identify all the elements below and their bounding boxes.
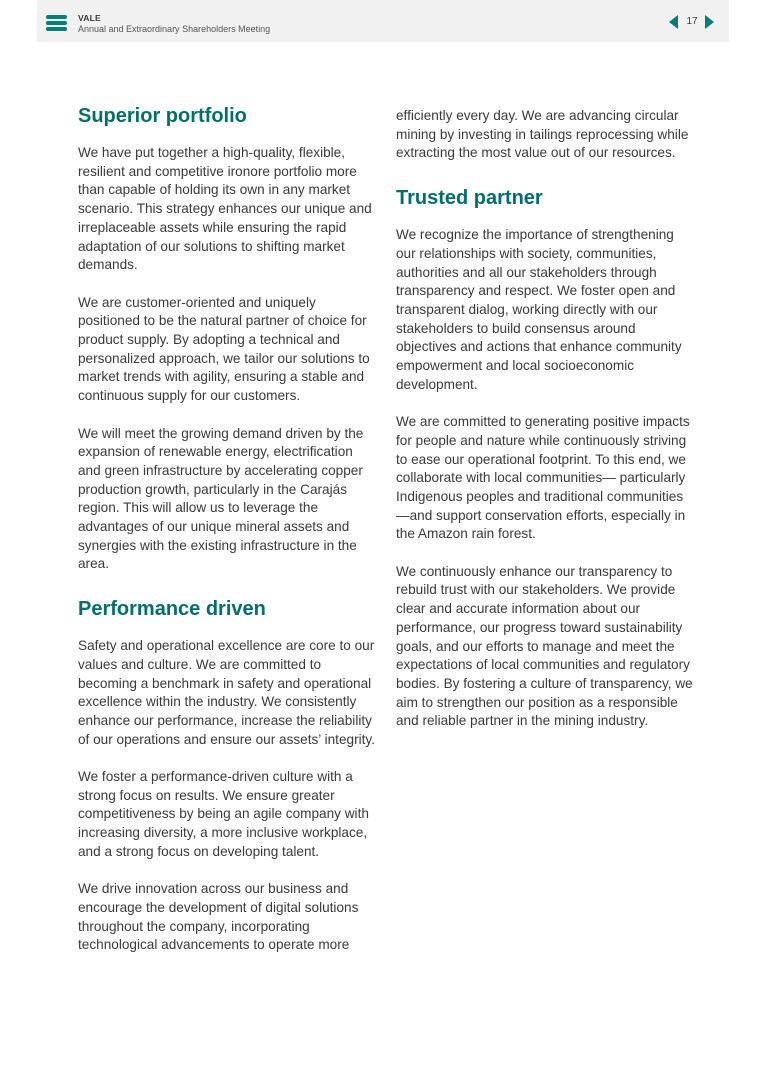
header-bar [37,0,729,42]
paragraph: We are committed to generating positive impacts for people and nature while continuously striving to ease our operational footprint. To this end, we collaborate with local communities— particularly Indigenous peoples and traditional communities—and support conservation efforts, especially in the Amazon rain forest. [396,414,690,542]
paragraph: We will meet the growing demand driven by the expansion of renewable energy, electrification and green infrastructure by accelerating copper production growth, particularly in the Carajás region. This will allow us to leverage the advantages of our unique mineral assets and synergies with the existing infrastructure in the area. [78,425,364,572]
brand-name: VALE [78,13,101,23]
heading-superior-portfolio: Superior portfolio [78,105,247,127]
heading-performance-driven: Performance driven [78,598,266,621]
paragraph: We foster a performance-driven culture with a strong focus on results. We ensure greater competitiveness by being an agile company with increasing diversity, a more inclusive workplace, and a strong focus on developing talent. [78,769,369,859]
paragraph: We drive innovation across our business and encourage the development of digital solutions throughout the company, incorporating technological advancements to operate more [78,881,359,953]
paragraph: We recognize the importance of strengthening our relationships with society, communities, authorities and all our stakeholders through transparency and respect. We foster open and transparent dialog, working directly with our stakeholders to build consensus around objectives and actions that enhance community empowerment and local socioeconomic development. [396,227,682,392]
prev-arrow-icon[interactable] [669,15,678,29]
next-arrow-icon[interactable] [705,15,714,29]
heading-trusted-partner: Trusted partner [396,187,543,210]
page-number: 17 [686,16,698,27]
left-column [78,103,376,955]
paragraph: We have put together a high-quality, flexible, resilient and competitive ironore portfolio more than capable of holding its own in any market scenario. This strategy enhances our unique and irreplaceable assets while ensuring the rapid adaptation of our solutions to shifting market demands. [78,145,372,273]
paragraph: efficiently every day. We are advancing circular mining by investing in tailings reprocessing while extracting the most value out of our resources. [396,108,689,161]
document-title: Annual and Extraordinary Shareholders Meeting [78,24,271,34]
paragraph: We continuously enhance our transparency to rebuild trust with our stakeholders. We provide clear and accurate information about our performance, our progress toward sustainability goals, and our efforts to manage and meet the expectations of local communities and regulatory bodies. By fostering a culture of transparency, we aim to strengthen our position as a responsible and reliable partner in the mining industry. [396,563,693,729]
menu-icon[interactable] [46,15,67,31]
paragraph: Safety and operational excellence are core to our values and culture. We are committed to becoming a benchmark in safety and operational excellence within the industry. We consistently enhance our performance, increase the reliability of our operations and ensure our assets’ integrity. [78,638,375,747]
paragraph: We are customer-oriented and uniquely positioned to be the natural partner of choice for product supply. By adopting a technical and personalized approach, we tailor our solutions to market trends with agility, ensuring a stable and continuous supply for our customers. [78,294,370,404]
right-column [396,107,694,731]
